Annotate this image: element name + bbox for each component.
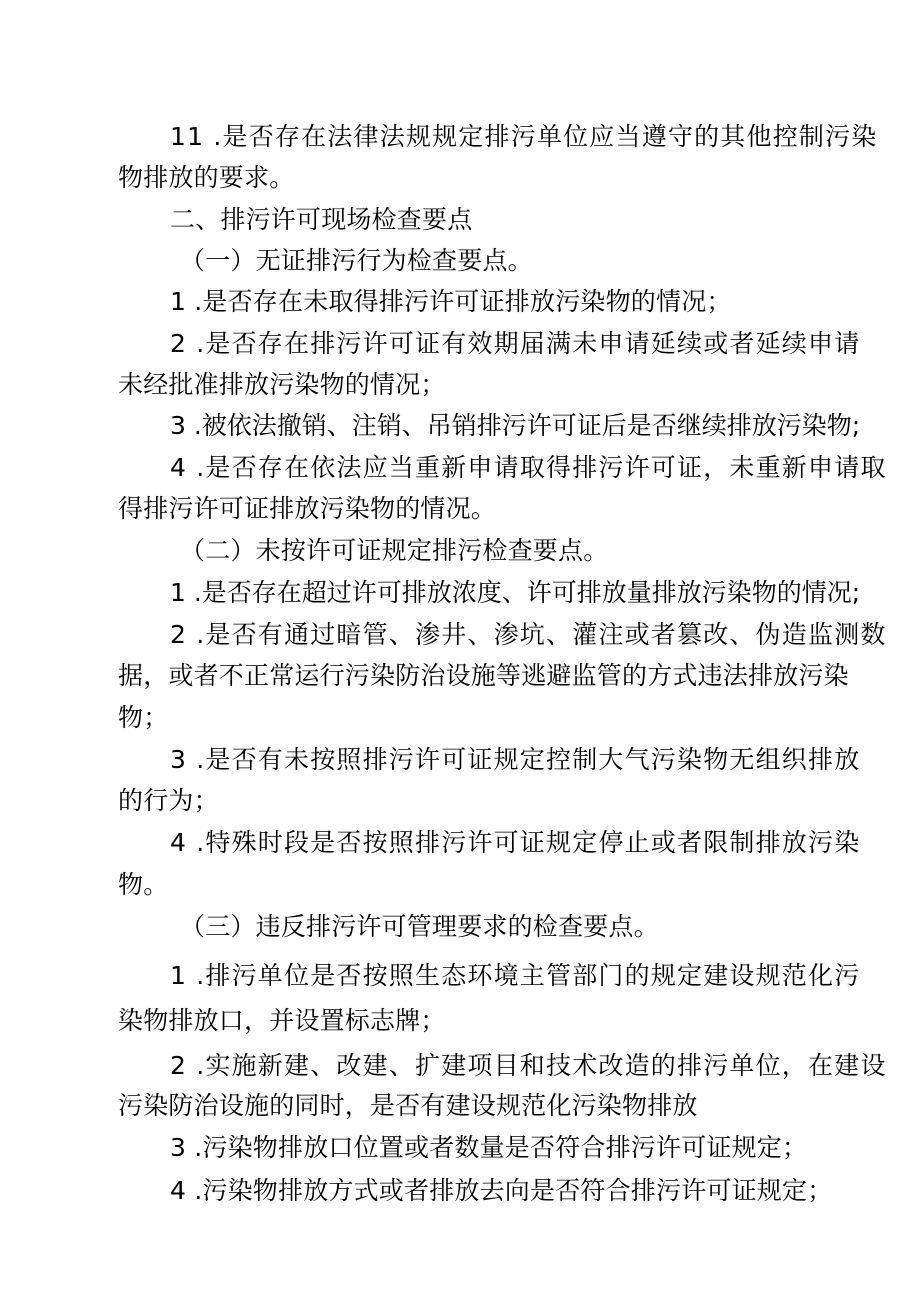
sub3-item-1-line-2: 染物排放口，并设置标志牌； [118, 1006, 446, 1035]
subsection-heading-1: （一）无证排污行为检查要点。 [180, 246, 533, 275]
sub2-item-1: 1 .是否存在超过许可排放浓度、许可排放量排放污染物的情况; [170, 578, 861, 607]
sub2-item-3-line-1: 3 .是否有未按照排污许可证规定控制大气污染物无组织排放 [170, 745, 861, 774]
sub2-item-4-line-1: 4 .特殊时段是否按照排污许可证规定停止或者限制排放污染 [170, 828, 861, 857]
sub1-item-4-line-1: 4 .是否存在依法应当重新申请取得排污许可证，未重新申请取 [170, 453, 887, 482]
sub3-item-4: 4 .污染物排放方式或者排放去向是否符合排污许可证规定； [170, 1176, 833, 1205]
sub1-item-3: 3 .被依法撤销、注销、吊销排污许可证后是否继续排放污染物; [170, 411, 861, 440]
subsection-heading-2: （二）未按许可证规定排污检查要点。 [180, 536, 609, 565]
sub3-item-1-line-1: 1 .排污单位是否按照生态环境主管部门的规定建设规范化污 [170, 961, 861, 990]
sub1-item-1: 1 .是否存在未取得排污许可证排放污染物的情况； [170, 287, 732, 316]
sub1-item-2-line-1: 2 .是否存在排污许可证有效期届满未申请延续或者延续申请 [170, 329, 861, 358]
sub1-item-2-line-2: 未经批准排放污染物的情况； [118, 370, 446, 399]
sub2-item-2-line-2: 据，或者不正常运行污染防治设施等逃避监管的方式违法排放污染 [118, 661, 849, 690]
sub2-item-2-line-1: 2 .是否有通过暗管、渗井、渗坑、灌注或者篡改、伪造监测数 [170, 620, 887, 649]
sub1-item-4-line-2: 得排污许可证排放污染物的情况。 [118, 494, 497, 523]
sub3-item-3: 3 .污染物排放口位置或者数量是否符合排污许可证规定； [170, 1133, 808, 1162]
item-11-line-2: 物排放的要求。 [118, 163, 295, 192]
sub2-item-3-line-2: 的行为； [118, 786, 219, 815]
item-11-line-1: 11 .是否存在法律法规规定排污单位应当遵守的其他控制污染 [170, 122, 878, 151]
sub3-item-2-line-2: 污染防治设施的同时，是否有建设规范化污染物排放 [118, 1091, 698, 1120]
sub3-item-2-line-1: 2 .实施新建、改建、扩建项目和技术改造的排污单位，在建设 [170, 1051, 887, 1080]
subsection-heading-3: （三）违反排污许可管理要求的检查要点。 [180, 912, 659, 941]
sub2-item-4-line-2: 物。 [118, 870, 169, 899]
section-heading-2: 二、排污许可现场检查要点 [170, 205, 473, 234]
sub2-item-2-line-3: 物； [118, 703, 169, 732]
